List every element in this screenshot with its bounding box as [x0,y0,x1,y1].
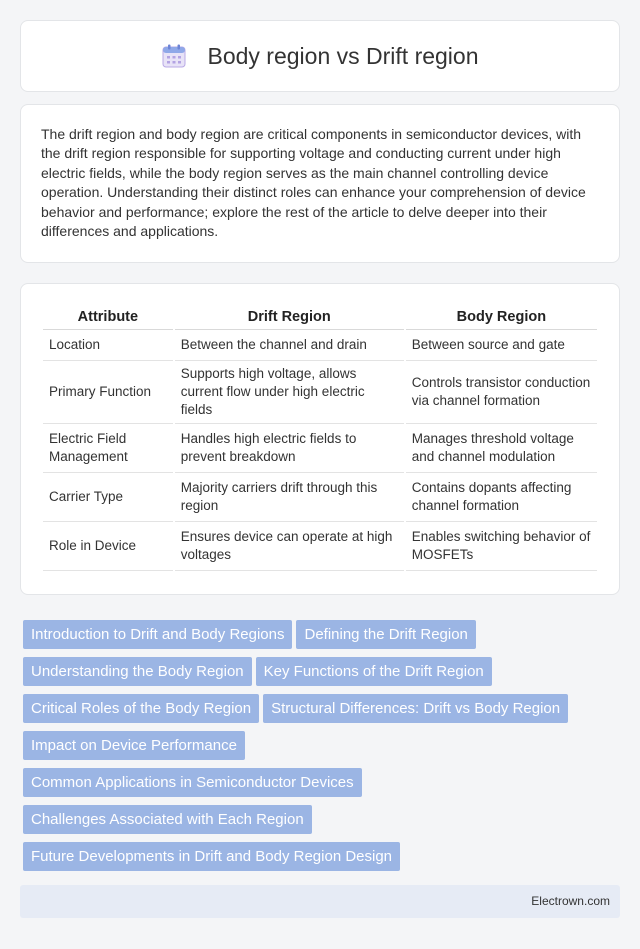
footer-site-name[interactable]: Electrown.com [531,894,610,908]
cell-body: Manages threshold voltage and channel modulation [406,424,597,473]
cell-attribute: Carrier Type [43,473,173,522]
table-row [43,473,597,522]
cell-drift: Handles high electric fields to prevent breakdown [175,424,404,473]
header-body-region: Body Region [406,302,597,330]
table-row [43,522,597,571]
cell-attribute: Primary Function [43,361,173,424]
tag-link[interactable]: Key Functions of the Drift Region [256,657,492,686]
table-row [43,361,597,424]
intro-text: The drift region and body region are critical components in semiconductor devices, with the drift region responsible for supporting voltage and conducting current under high electric fields, while the body region serves as the main channel controlling device operation. Understanding their distinct roles can enhance your comprehension of device behavior and performance; explore the rest of the article to delve deeper into their differences and applications. [41,126,586,240]
cell-drift: Supports high voltage, allows current flow under high electric fields [175,361,404,424]
cell-drift: Ensures device can operate at high voltages [175,522,404,571]
tag-link[interactable]: Defining the Drift Region [296,620,475,649]
tag-link[interactable]: Impact on Device Performance [23,731,245,760]
calendar-icon [161,43,187,69]
tag-link[interactable]: Understanding the Body Region [23,657,252,686]
cell-drift: Between the channel and drain [175,330,404,361]
footer [20,885,620,918]
tag-link[interactable]: Future Developments in Drift and Body Region Design [23,842,400,871]
table-header-row [43,302,597,330]
cell-body: Controls transistor conduction via channel formation [406,361,597,424]
header-drift-region: Drift Region [175,302,404,330]
comparison-table-card [20,283,620,595]
cell-attribute: Location [43,330,173,361]
cell-attribute: Electric Field Management [43,424,173,473]
tag-link[interactable]: Common Applications in Semiconductor Devices [23,768,362,797]
cell-body: Between source and gate [406,330,597,361]
header-attribute: Attribute [43,302,173,330]
cell-drift: Majority carriers drift through this region [175,473,404,522]
table-row [43,330,597,361]
table-row [43,424,597,473]
tag-link[interactable]: Critical Roles of the Body Region [23,694,259,723]
page-title: Body region vs Drift region [207,42,479,69]
topic-tags [23,620,623,879]
title-card [20,20,620,92]
tag-link[interactable]: Challenges Associated with Each Region [23,805,312,834]
cell-attribute: Role in Device [43,522,173,571]
cell-body: Contains dopants affecting channel formation [406,473,597,522]
cell-body: Enables switching behavior of MOSFETs [406,522,597,571]
intro-card [20,104,620,263]
tag-link[interactable]: Structural Differences: Drift vs Body Region [263,694,568,723]
comparison-table [41,302,599,571]
tag-link[interactable]: Introduction to Drift and Body Regions [23,620,292,649]
